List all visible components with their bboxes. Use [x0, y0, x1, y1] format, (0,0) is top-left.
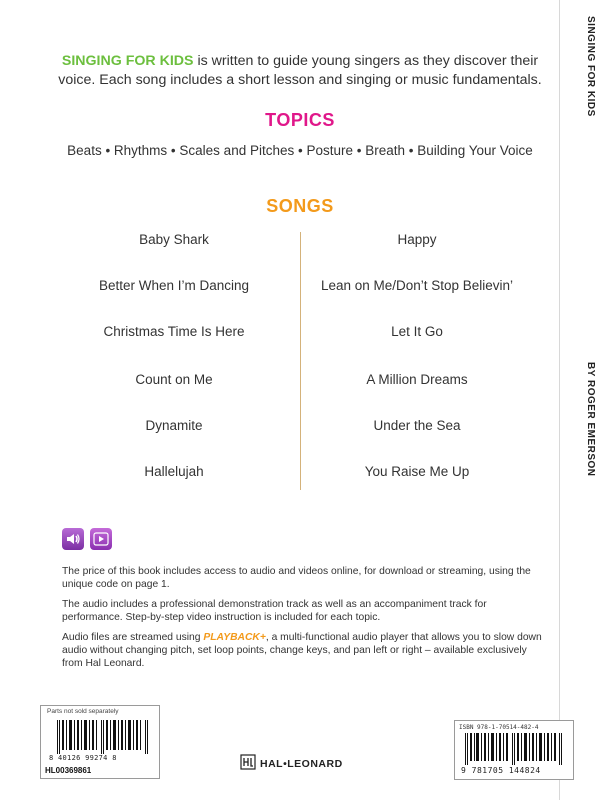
topics-heading: TOPICS [265, 110, 335, 130]
song-item: A Million Dreams [366, 372, 468, 387]
song-item: Happy [397, 232, 437, 247]
song-item: Dynamite [145, 418, 203, 433]
songs-divider [300, 232, 301, 490]
parts-label: Parts not sold separately [47, 708, 119, 715]
song-item: Count on Me [135, 372, 213, 387]
isbn-number: ISBN 978-1-70514-482-4 [459, 724, 539, 731]
playback-text-b: , a multi-functional audio player that allows you to slow down audio without changing pitch, set loop points, change keys, and pan left or right – available exclusively from Hal Leonard. [62, 632, 542, 669]
song-item: Let It Go [391, 324, 443, 339]
audio-access-paragraph: The price of this book includes access to audio and videos online, for download or streaming, using the unique code on page 1. [62, 566, 531, 590]
song-item: Hallelujah [144, 464, 204, 479]
song-item: You Raise Me Up [364, 464, 470, 479]
publisher-name: HAL•LEONARD [260, 758, 343, 770]
song-item: Baby Shark [139, 232, 209, 247]
spine-author: BY ROGER EMERSON [585, 362, 596, 477]
song-item: Lean on Me/Don’t Stop Believin’ [320, 278, 514, 293]
playback-paragraph [62, 631, 542, 670]
hl-product-code: HL00369861 [45, 766, 92, 775]
barcode-left-digits: 8 40126 99274 8 [49, 754, 117, 762]
audio-tracks-paragraph: The audio includes a professional demonstration track as well as an accompaniment track for performance. Step-by-step video instruction is included for each topic. [62, 599, 487, 623]
songs-heading: SONGS [266, 196, 334, 216]
song-item: Under the Sea [373, 418, 461, 433]
song-item: Better When I’m Dancing [98, 278, 250, 293]
parts-barcode-box [40, 705, 160, 779]
speaker-icon [62, 528, 84, 550]
spine-title: SINGING FOR KIDS [585, 16, 596, 117]
playback-brand: PLAYBACK+ [203, 632, 266, 643]
intro-paragraph [50, 52, 550, 90]
play-icon [90, 528, 112, 550]
song-item: Christmas Time Is Here [103, 324, 245, 339]
hal-leonard-logo-icon [240, 754, 256, 770]
topics-list: Beats • Rhythms • Scales and Pitches • Posture • Breath • Building Your Voice [67, 143, 533, 158]
intro-text: is written to guide young singers as they discover their voice. Each song includes a short lesson and singing or music fundamentals. [58, 53, 542, 88]
isbn-barcode-box [454, 720, 574, 780]
barcode-right [465, 733, 563, 765]
playback-text-a: Audio files are streamed using [62, 632, 204, 643]
media-icons [62, 528, 112, 550]
barcode-left [57, 720, 149, 754]
intro-brand: SINGING FOR KIDS [61, 53, 194, 69]
barcode-right-digits: 9 781705 144824 [461, 766, 541, 775]
